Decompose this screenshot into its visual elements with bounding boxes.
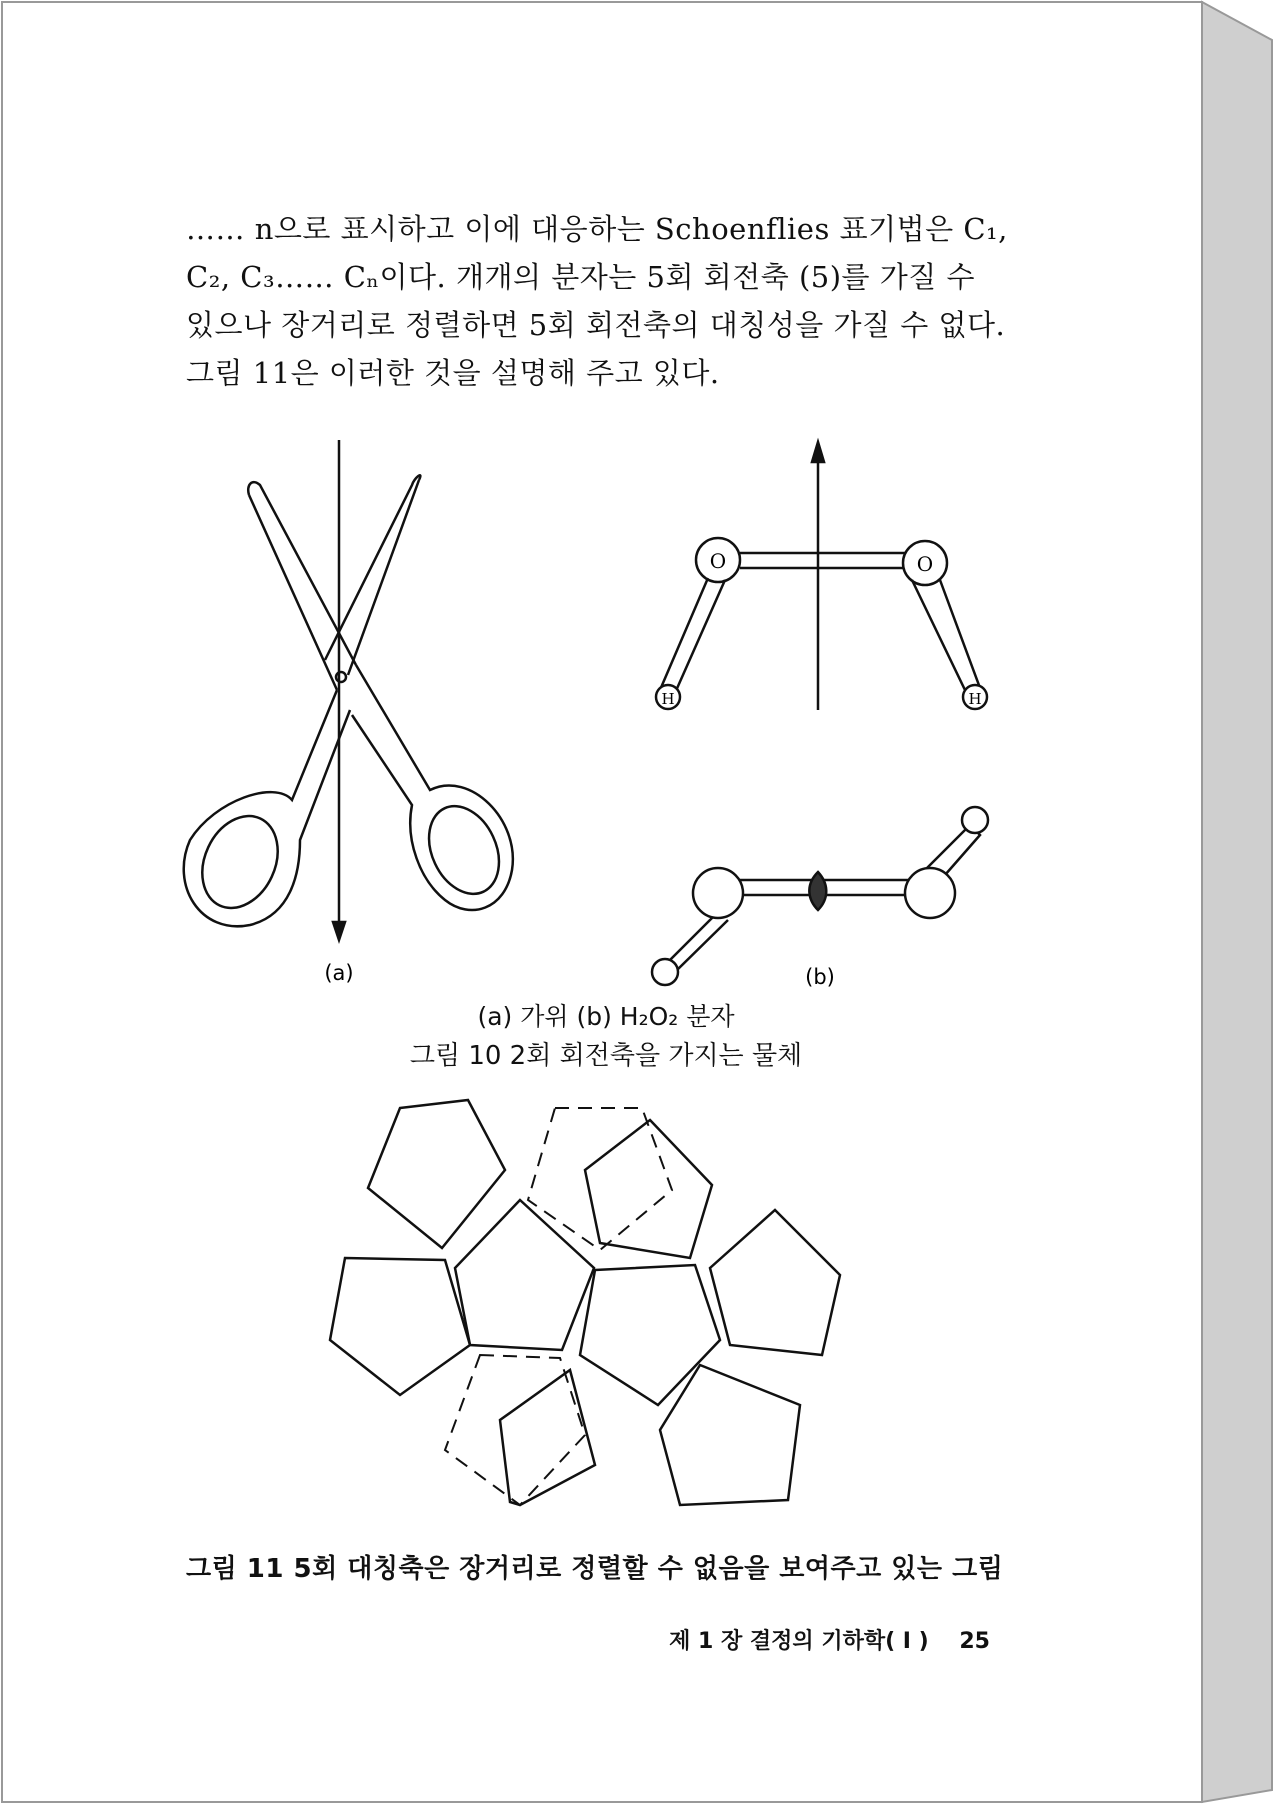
page-number: 25 [959,1629,990,1654]
atom-o-right: O [916,552,934,576]
pentagon-center-left [455,1200,594,1350]
pentagon-right [710,1210,840,1355]
atom-o-left: O [709,549,727,573]
atom-h-left: H [661,690,675,708]
atom-h-right: H [968,690,982,708]
figure-11-caption: 그림 11 5회 대칭축은 장거리로 정렬할 수 없음을 보여주고 있는 그림 [186,1554,1004,1584]
pentagon-bottom-left [500,1370,595,1505]
running-head: 제 1 장 결정의 기하학( I ) [669,1629,929,1654]
pentagon-bottom-right [660,1365,800,1505]
body-line-3: 있으나 장거리로 정렬하면 5회 회전축의 대칭성을 가질 수 없다. [186,308,1006,342]
pentagon-top-left [368,1100,505,1248]
page-footer [600,1624,990,1655]
body-line-2: C₂, C₃…… Cₙ이다. 개개의 분자는 5회 회전축 (5)를 가질 수 [186,260,976,294]
pentagon-left [330,1258,470,1395]
body-line-4: 그림 11은 이러한 것을 설명해 주고 있다. [186,356,720,390]
body-line-1: …… n으로 표시하고 이에 대응하는 Schoenflies 표기법은 C₁, [186,212,1008,246]
pentagon-top-right [585,1120,712,1258]
label-b: (b) [805,965,835,989]
figure-10-caption: 그림 10 2회 회전축을 가지는 물체 [409,1041,803,1071]
label-a: (a) [324,961,354,985]
pentagon-center-right [580,1265,720,1405]
figure-10-subcaption: (a) 가위 (b) H₂O₂ 분자 [477,1002,735,1031]
